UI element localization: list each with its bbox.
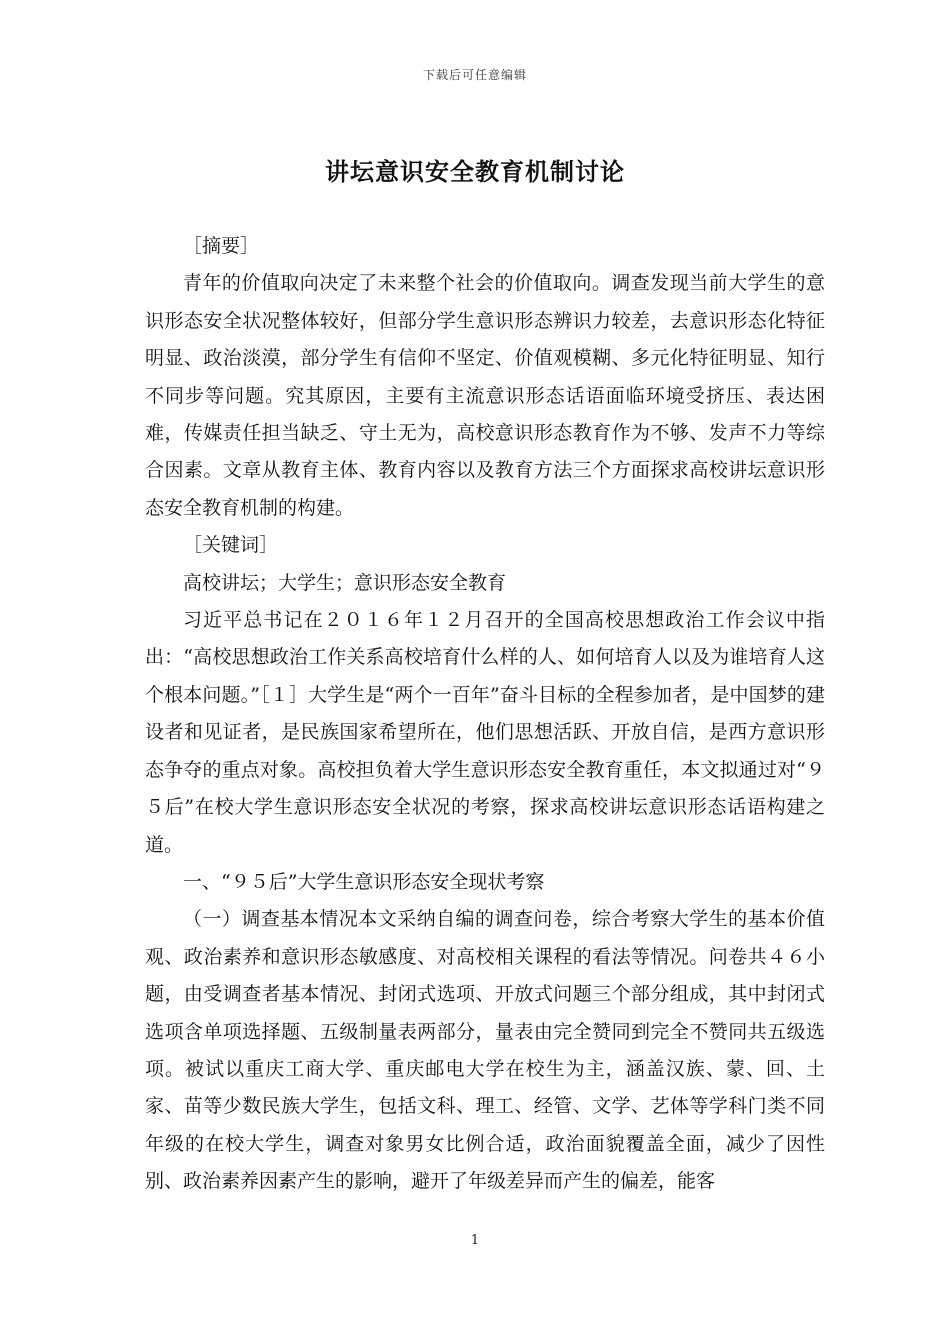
abstract-label: ［摘要］ (183, 235, 260, 257)
document-title: 讲坛意识安全教育机制讨论 (325, 157, 625, 186)
header-note: 下载后可任意编辑 (422, 68, 527, 82)
abstract-paragraph: 青年的价值取向决定了未来整个社会的价值取向。调查发现当前大学生的意识形态安全状况整体较好，但部分学生意识形态辨识力较差，去意识形态化特征明显、政治淡漠，部分学生有信仰不坚定、价值观模糊、多元化特征明显、知行不同步等问题。究其原因，主要有主流意识形态话语面临环境受挤压、表达困难，传媒责任担当缺乏、守土无为，高校意识形态教育作为不够、发声不力等综合因素。文章从教育主体、教育内容以及教育方法三个方面探求高校讲坛意识形态安全教育机制的构建。 (145, 272, 825, 519)
survey-paragraph: （一）调查基本情况本文采纳自编的调查问卷，综合考察大学生的基本价值观、政治素养和意识形态敏感度、对高校相关课程的看法等情况。问卷共４６小题，由受调查者基本情况、封闭式选项、开放式问题三个部分组成，其中封闭式选项含单项选择题、五级制量表两部分，量表由完全赞同到完全不赞同共五级选项。被试以重庆工商大学、重庆邮电大学在校生为主，涵盖汉族、蒙、回、土家、苗等少数民族大学生，包括文科、理工、经管、文学、艺体等学科门类不同年级的在校大学生，调查对象男女比例合适，政治面貌覆盖全面，减少了因性别、政治素养因素产生的影响，避开了年级差异而产生的偏差，能客 (145, 908, 825, 1193)
page-number: 1 (470, 1233, 480, 1248)
document-body (145, 228, 825, 1201)
intro-paragraph: 习近平总书记在２０１６年１２月召开的全国高校思想政治工作会议中指出：“高校思想政治工作关系高校培育什么样的人、如何培育人以及为谁培育人这个根本问题。”［１］大学生是“两个一百年”奋斗目标的全程参加者，是中国梦的建设者和见证者，是民族国家希望所在，他们思想活跃、开放自信，是西方意识形态争夺的重点对象。高校担负着大学生意识形态安全教育重任，本文拟通过对“９５后”在校大学生意识形态安全状况的考察，探求高校讲坛意识形态话语构建之道。 (145, 609, 825, 856)
keywords-label: ［关键词］ (183, 534, 279, 557)
keywords-paragraph: 高校讲坛；大学生；意识形态安全教育 (183, 571, 507, 594)
section-heading: 一、“９５后”大学生意识形态安全现状考察 (183, 870, 545, 893)
